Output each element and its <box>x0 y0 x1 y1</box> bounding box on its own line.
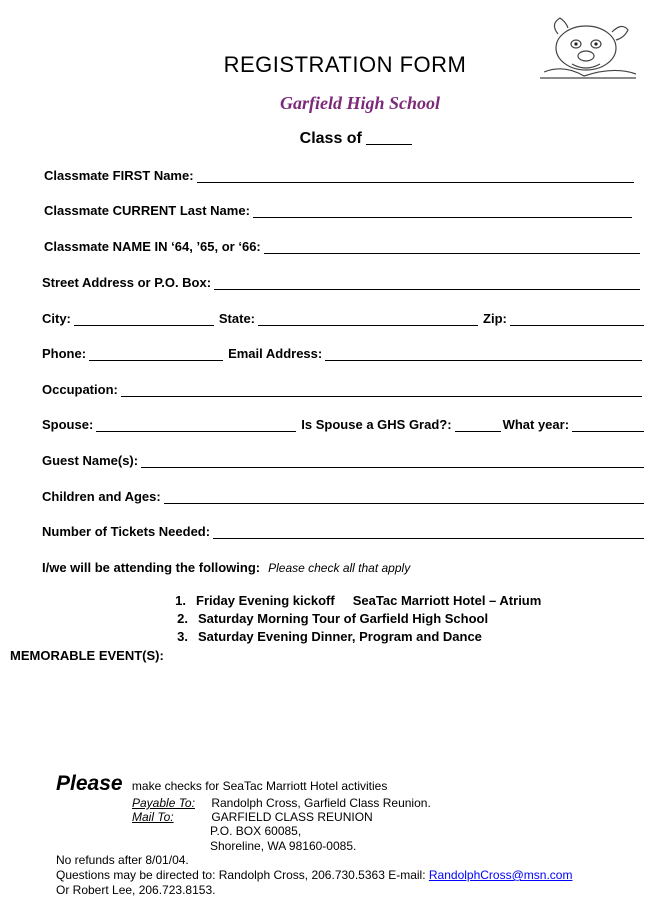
event-number: 1. <box>175 593 186 608</box>
street-row <box>42 275 640 290</box>
street-field[interactable] <box>214 277 640 290</box>
attending-note: Please check all that apply <box>268 561 411 575</box>
questions-text: Questions may be directed to: Randolph Cross, 206.730.5363 E-mail: <box>56 868 426 882</box>
name-in-label: Classmate NAME IN ‘64, ’65, or ‘66: <box>44 239 261 254</box>
class-of-label <box>0 130 670 148</box>
robert-lee-text: Or Robert Lee, 206.723.8153. <box>56 883 216 897</box>
guests-row <box>42 453 644 468</box>
no-refunds-text: No refunds after 8/01/04. <box>56 853 189 867</box>
payable-line <box>132 796 431 810</box>
mail-line-2: P.O. BOX 60085, <box>210 824 302 838</box>
last-name-row <box>44 203 632 218</box>
tickets-row <box>42 524 644 539</box>
phone-field[interactable] <box>89 348 223 361</box>
payable-value: Randolph Cross, Garfield Class Reunion. <box>211 796 431 810</box>
spouse-field[interactable] <box>96 419 296 432</box>
make-checks-text: make checks for SeaTac Marriott Hotel activities <box>131 779 388 793</box>
please-line <box>56 772 387 796</box>
guests-label: Guest Name(s): <box>42 453 139 468</box>
spouse-label: Spouse: <box>42 417 94 432</box>
last-name-field[interactable] <box>253 205 632 218</box>
event-text: Saturday Morning Tour of Garfield High School <box>198 611 489 626</box>
contact-email-link[interactable]: RandolphCross@msn.com <box>428 868 573 882</box>
state-label: State: <box>218 311 256 326</box>
first-name-row <box>44 168 634 183</box>
first-name-label: Classmate FIRST Name: <box>44 168 194 183</box>
event-text: Saturday Evening Dinner, Program and Dance <box>198 629 482 644</box>
event-item[interactable] <box>160 593 541 608</box>
tickets-label: Number of Tickets Needed: <box>42 524 211 539</box>
what-year-field[interactable] <box>572 419 644 432</box>
spouse-row <box>42 417 644 432</box>
mail-line-3: Shoreline, WA 98160-0085. <box>210 839 357 853</box>
occupation-field[interactable] <box>121 384 642 397</box>
zip-field[interactable] <box>510 313 644 326</box>
class-of-text: Class of <box>299 130 362 147</box>
memorable-events-label: MEMORABLE EVENT(S): <box>10 648 164 663</box>
what-year-label: What year: <box>502 417 570 432</box>
spouse-grad-label: Is Spouse a GHS Grad?: <box>301 417 452 432</box>
state-field[interactable] <box>258 313 478 326</box>
event-text: Friday Evening kickoff SeaTac Marriott Hotel – Atrium <box>196 593 542 608</box>
mail-label: Mail To: <box>132 810 174 824</box>
event-item[interactable] <box>162 611 488 626</box>
city-label: City: <box>42 311 71 326</box>
guests-field[interactable] <box>141 455 644 468</box>
event-item[interactable] <box>162 629 482 644</box>
event-number: 3. <box>177 629 188 644</box>
form-title: REGISTRATION FORM <box>223 52 467 77</box>
children-field[interactable] <box>164 491 644 504</box>
attending-label: I/we will be attending the following: <box>42 560 261 575</box>
tickets-field[interactable] <box>213 526 644 539</box>
please-text: Please <box>56 772 123 795</box>
email-field[interactable] <box>325 348 642 361</box>
attending-row <box>42 560 410 575</box>
school-name: Garfield High School <box>279 93 440 113</box>
children-row <box>42 489 644 504</box>
email-label: Email Address: <box>228 346 323 361</box>
children-label: Children and Ages: <box>42 489 161 504</box>
spouse-grad-field[interactable] <box>455 419 501 432</box>
first-name-field[interactable] <box>197 170 634 183</box>
class-year-field[interactable] <box>366 130 412 145</box>
name-in-field[interactable] <box>264 241 640 254</box>
phone-label: Phone: <box>42 346 87 361</box>
mail-line-1: GARFIELD CLASS REUNION <box>211 810 373 824</box>
street-label: Street Address or P.O. Box: <box>42 275 212 290</box>
mail-line <box>132 810 373 824</box>
city-state-zip-row <box>42 311 644 326</box>
questions-line <box>56 868 572 882</box>
last-name-label: Classmate CURRENT Last Name: <box>44 203 250 218</box>
payable-label: Payable To: <box>132 796 195 810</box>
occupation-label: Occupation: <box>42 382 118 397</box>
zip-label: Zip: <box>483 311 507 326</box>
occupation-row <box>42 382 642 397</box>
phone-email-row <box>42 346 642 361</box>
event-number: 2. <box>177 611 188 626</box>
name-in-row <box>44 239 640 254</box>
city-field[interactable] <box>74 313 214 326</box>
